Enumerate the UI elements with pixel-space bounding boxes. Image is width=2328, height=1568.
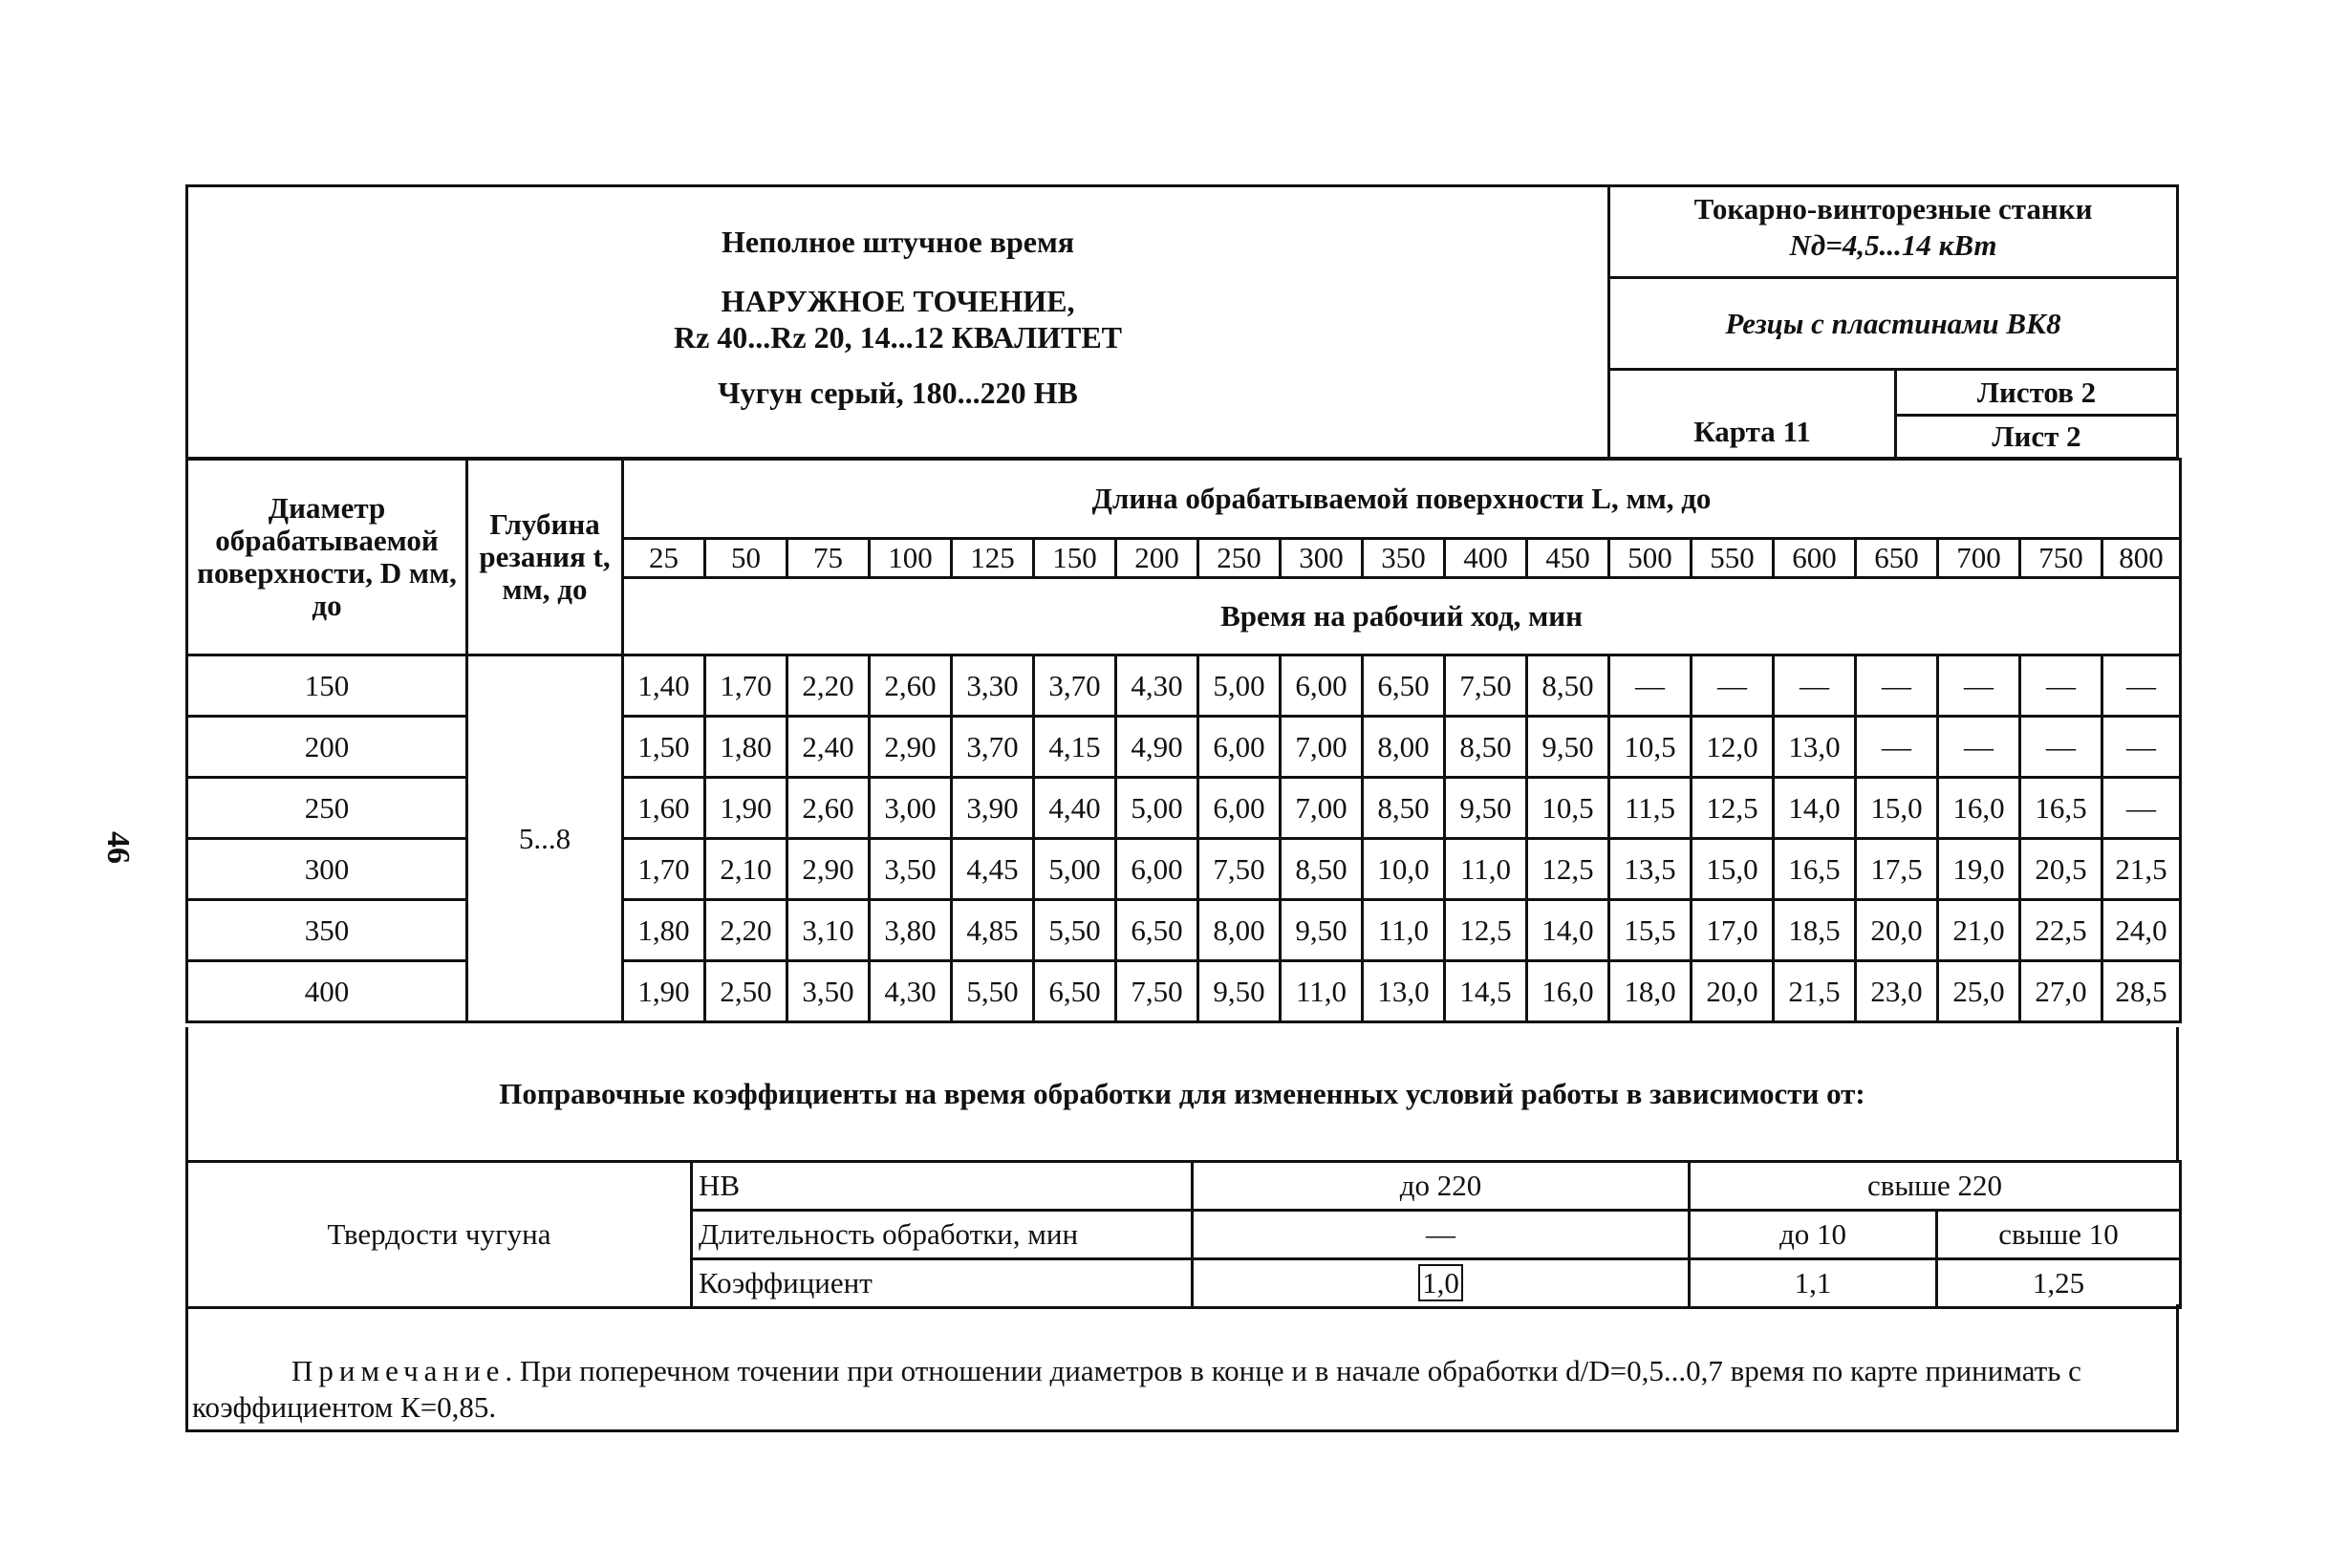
time-value-cell: 6,50: [1363, 655, 1445, 717]
card-number: Карта 11: [1610, 371, 1897, 457]
time-value-cell: 3,10: [787, 900, 870, 961]
time-value-cell: 13,0: [1774, 717, 1856, 778]
time-value-cell: 6,00: [1116, 839, 1198, 900]
time-value-cell: 16,0: [1938, 778, 2020, 839]
time-value-cell: 18,5: [1774, 900, 1856, 961]
time-value-cell: —: [2020, 655, 2102, 717]
time-header: Время на рабочий ход, мин: [623, 578, 2181, 655]
time-value-cell: 5,00: [1116, 778, 1198, 839]
time-value-cell: 2,20: [705, 900, 787, 961]
time-value-cell: 1,90: [705, 778, 787, 839]
diameter-cell: 300: [187, 839, 467, 900]
time-value-cell: 9,50: [1445, 778, 1527, 839]
time-table: [185, 458, 2182, 1023]
time-value-cell: —: [1692, 655, 1774, 717]
time-value-cell: 15,5: [1609, 900, 1692, 961]
length-cell: 350: [1363, 539, 1445, 578]
time-value-cell: —: [2020, 717, 2102, 778]
time-value-cell: 2,50: [705, 961, 787, 1022]
time-value-cell: 11,0: [1363, 900, 1445, 961]
time-value-cell: 6,50: [1116, 900, 1198, 961]
length-cell: 750: [2020, 539, 2102, 578]
time-value-cell: —: [2102, 655, 2181, 717]
coef-factor: Твердости чугуна: [187, 1162, 692, 1308]
card-header: [185, 184, 2179, 460]
diameter-cell: 350: [187, 900, 467, 961]
length-cell: 650: [1856, 539, 1938, 578]
time-value-cell: 25,0: [1938, 961, 2020, 1022]
diameter-column-header: Диаметр обрабатываемой поверхности, D мм, до: [187, 460, 467, 655]
length-cell: 400: [1445, 539, 1527, 578]
coefficients-title: Поправочные коэффициенты на время обработки для измененных условий работы в зависимости от:: [185, 1027, 2179, 1161]
coefficients-table: [185, 1160, 2182, 1309]
time-value-cell: 1,80: [623, 900, 705, 961]
time-value-cell: 21,5: [1774, 961, 1856, 1022]
length-cell: 150: [1034, 539, 1116, 578]
header-line-4: Чугун серый, 180...220 НВ: [718, 376, 1078, 410]
time-value-cell: 8,50: [1363, 778, 1445, 839]
length-cell: 50: [705, 539, 787, 578]
time-value-cell: 16,0: [1527, 961, 1609, 1022]
note-text: . При поперечном точении при отношении диаметров в конце и в начале обработки d/D=0,5...0,7 время по карте принимать с коэффициентом К=0,85.: [192, 1354, 2081, 1424]
coef-low: 1,0: [1418, 1264, 1463, 1301]
time-value-cell: 10,5: [1609, 717, 1692, 778]
time-value-cell: 4,40: [1034, 778, 1116, 839]
time-value-cell: 1,50: [623, 717, 705, 778]
time-value-cell: 12,5: [1445, 900, 1527, 961]
sheets-total: Листов 2: [1897, 371, 2176, 417]
length-cell: 450: [1527, 539, 1609, 578]
time-value-cell: 9,50: [1527, 717, 1609, 778]
coef-row-hb: [187, 1162, 2181, 1211]
coef-low-cell: [1193, 1259, 1690, 1308]
time-value-cell: 3,70: [952, 717, 1034, 778]
time-value-cell: 1,40: [623, 655, 705, 717]
length-cell: 700: [1938, 539, 2020, 578]
time-value-cell: 4,30: [870, 961, 952, 1022]
time-value-cell: 2,10: [705, 839, 787, 900]
time-value-cell: 6,00: [1198, 778, 1281, 839]
length-cell: 500: [1609, 539, 1692, 578]
time-value-cell: —: [2102, 778, 2181, 839]
time-value-cell: —: [1609, 655, 1692, 717]
time-value-cell: 21,5: [2102, 839, 2181, 900]
time-value-cell: 7,00: [1281, 778, 1363, 839]
coef-high-b: 1,25: [1937, 1259, 2181, 1308]
length-cell: 800: [2102, 539, 2181, 578]
time-value-cell: 19,0: [1938, 839, 2020, 900]
time-value-cell: 8,50: [1527, 655, 1609, 717]
time-value-cell: 3,80: [870, 900, 952, 961]
coef-label: Коэффициент: [692, 1259, 1193, 1308]
time-value-cell: 7,50: [1198, 839, 1281, 900]
time-value-cell: 8,00: [1198, 900, 1281, 961]
time-value-cell: —: [1856, 717, 1938, 778]
diameter-cell: 250: [187, 778, 467, 839]
time-value-cell: 14,0: [1774, 778, 1856, 839]
time-value-cell: 2,90: [870, 717, 952, 778]
time-value-cell: —: [2102, 717, 2181, 778]
length-cell: 75: [787, 539, 870, 578]
time-value-cell: 11,5: [1609, 778, 1692, 839]
length-cell: 100: [870, 539, 952, 578]
hb-high: свыше 220: [1690, 1162, 2181, 1211]
time-value-cell: 13,5: [1609, 839, 1692, 900]
sheet-number: Лист 2: [1992, 419, 2081, 453]
time-value-cell: 11,0: [1281, 961, 1363, 1022]
time-value-cell: 20,0: [1692, 961, 1774, 1022]
time-value-cell: 9,50: [1281, 900, 1363, 961]
time-value-cell: 12,5: [1692, 778, 1774, 839]
length-cell: 200: [1116, 539, 1198, 578]
time-value-cell: 16,5: [1774, 839, 1856, 900]
depth-column-header: Глубина резания t, мм, до: [467, 460, 623, 655]
header-title-block: [188, 187, 1610, 457]
time-value-cell: 8,50: [1281, 839, 1363, 900]
machine-type: [1610, 187, 2176, 279]
time-value-cell: 5,00: [1034, 839, 1116, 900]
coef-high-a: 1,1: [1690, 1259, 1937, 1308]
duration-low: —: [1193, 1211, 1690, 1259]
time-value-cell: 21,0: [1938, 900, 2020, 961]
time-value-cell: 7,00: [1281, 717, 1363, 778]
time-value-cell: 11,0: [1445, 839, 1527, 900]
page-number: 46: [100, 831, 136, 864]
time-value-cell: 7,50: [1116, 961, 1198, 1022]
time-value-cell: 3,90: [952, 778, 1034, 839]
time-value-cell: 8,50: [1445, 717, 1527, 778]
time-value-cell: 24,0: [2102, 900, 2181, 961]
time-value-cell: 10,5: [1527, 778, 1609, 839]
time-value-cell: 3,30: [952, 655, 1034, 717]
header-info-block: [1610, 187, 2176, 457]
time-value-cell: 6,00: [1281, 655, 1363, 717]
table-row: [187, 655, 2181, 717]
time-value-cell: 4,30: [1116, 655, 1198, 717]
time-value-cell: 4,45: [952, 839, 1034, 900]
time-value-cell: 1,60: [623, 778, 705, 839]
length-cell: 25: [623, 539, 705, 578]
machine-power: Nд=4,5...14 кВт: [1789, 228, 1997, 262]
duration-high-a: до 10: [1690, 1211, 1937, 1259]
time-value-cell: 6,50: [1034, 961, 1116, 1022]
time-value-cell: 20,0: [1856, 900, 1938, 961]
length-cell: 125: [952, 539, 1034, 578]
time-value-cell: 14,0: [1527, 900, 1609, 961]
time-value-cell: 13,0: [1363, 961, 1445, 1022]
note: [185, 1304, 2179, 1432]
header-line-2: НАРУЖНОЕ ТОЧЕНИЕ,: [721, 284, 1075, 318]
length-cell: 300: [1281, 539, 1363, 578]
time-value-cell: 20,5: [2020, 839, 2102, 900]
time-value-cell: —: [1774, 655, 1856, 717]
length-cell: 250: [1198, 539, 1281, 578]
time-value-cell: 18,0: [1609, 961, 1692, 1022]
length-header: Длина обрабатываемой поверхности L, мм, до: [623, 460, 2181, 539]
time-value-cell: —: [1938, 655, 2020, 717]
time-value-cell: 2,40: [787, 717, 870, 778]
time-value-cell: 4,85: [952, 900, 1034, 961]
machine-line-1: Токарно-винторезные станки: [1693, 192, 2093, 226]
time-value-cell: 17,0: [1692, 900, 1774, 961]
time-value-cell: 4,15: [1034, 717, 1116, 778]
time-value-cell: 17,5: [1856, 839, 1938, 900]
time-value-cell: 4,90: [1116, 717, 1198, 778]
time-value-cell: 1,70: [705, 655, 787, 717]
time-value-cell: —: [1938, 717, 2020, 778]
time-value-cell: 2,20: [787, 655, 870, 717]
time-value-cell: —: [1856, 655, 1938, 717]
time-value-cell: 22,5: [2020, 900, 2102, 961]
time-value-cell: 14,5: [1445, 961, 1527, 1022]
time-value-cell: 3,00: [870, 778, 952, 839]
diameter-cell: 200: [187, 717, 467, 778]
time-value-cell: 28,5: [2102, 961, 2181, 1022]
header-line-1: Неполное штучное время: [721, 225, 1075, 259]
time-value-cell: 8,00: [1363, 717, 1445, 778]
time-value-cell: 5,00: [1198, 655, 1281, 717]
diameter-cell: 150: [187, 655, 467, 717]
duration-high-b: свыше 10: [1937, 1211, 2181, 1259]
hb-label: НВ: [692, 1162, 1193, 1211]
time-value-cell: 5,50: [952, 961, 1034, 1022]
time-value-cell: 3,70: [1034, 655, 1116, 717]
time-value-cell: 3,50: [870, 839, 952, 900]
time-value-cell: 23,0: [1856, 961, 1938, 1022]
note-label: Примечание: [291, 1354, 506, 1387]
length-cell: 550: [1692, 539, 1774, 578]
header-line-3: Rz 40...Rz 20, 14...12 КВАЛИТЕТ: [673, 320, 1123, 354]
time-value-cell: 3,50: [787, 961, 870, 1022]
time-value-cell: 2,60: [787, 778, 870, 839]
time-value-cell: 6,00: [1198, 717, 1281, 778]
time-value-cell: 12,5: [1527, 839, 1609, 900]
time-value-cell: 16,5: [2020, 778, 2102, 839]
time-value-cell: 1,70: [623, 839, 705, 900]
time-value-cell: 12,0: [1692, 717, 1774, 778]
time-value-cell: 10,0: [1363, 839, 1445, 900]
time-value-cell: 1,80: [705, 717, 787, 778]
depth-cell: 5...8: [467, 655, 623, 1022]
time-value-cell: 2,90: [787, 839, 870, 900]
time-table-body: [187, 655, 2181, 1022]
time-value-cell: 1,90: [623, 961, 705, 1022]
duration-label: Длительность обработки, мин: [692, 1211, 1193, 1259]
hb-low: до 220: [1193, 1162, 1690, 1211]
time-value-cell: 15,0: [1856, 778, 1938, 839]
time-value-cell: 15,0: [1692, 839, 1774, 900]
time-value-cell: 7,50: [1445, 655, 1527, 717]
diameter-cell: 400: [187, 961, 467, 1022]
time-value-cell: 27,0: [2020, 961, 2102, 1022]
time-value-cell: 2,60: [870, 655, 952, 717]
time-value-cell: 5,50: [1034, 900, 1116, 961]
length-cell: 600: [1774, 539, 1856, 578]
time-value-cell: 9,50: [1198, 961, 1281, 1022]
tool-type: Резцы с пластинами ВК8: [1610, 279, 2176, 371]
